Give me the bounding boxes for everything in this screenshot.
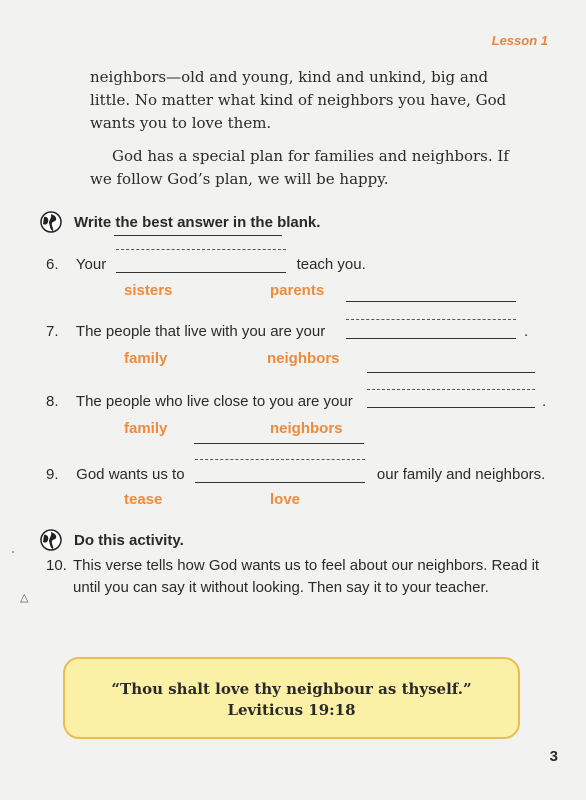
option-parents: parents (270, 282, 325, 299)
question-number: 6. (46, 256, 59, 273)
answer-blank[interactable] (116, 258, 286, 273)
option-love: love (270, 491, 301, 508)
option-family: family (124, 420, 168, 437)
answer-blank-7[interactable] (346, 338, 516, 339)
question-text-before: Your (75, 256, 107, 273)
stray-blank-line (194, 443, 364, 444)
option-tease: tease (124, 491, 163, 508)
option-sisters: sisters (124, 282, 173, 299)
question-text-after: our family and neighbors. (376, 466, 546, 483)
stray-blank-line (346, 301, 516, 302)
question-number: 7. (46, 323, 59, 340)
intro-paragraph-1-text: neighbors—old and young, kind and unkind, big and little. No matter what kind of neighbors you have, God wants you to love them. (90, 68, 507, 132)
section-heading-text: Write the best answer in the blank. (74, 213, 321, 231)
lesson-label: Lesson 1 (491, 33, 548, 48)
verse-reference: Leviticus 19:18 (227, 701, 356, 719)
answer-blank-dash-7 (346, 319, 516, 320)
activity-number: 10. (46, 557, 67, 574)
activity-instructions: This verse tells how God wants us to feel about our neighbors. Read it until you can say it without looking. Then say it to your teacher. (73, 557, 540, 596)
triangle-icon: △ (20, 592, 29, 604)
option-neighbors: neighbors (270, 420, 343, 437)
answer-blank[interactable] (195, 468, 365, 483)
activity-item-10 (46, 555, 553, 599)
verse-text: “Thou shalt love thy neighbour as thyself.” (111, 680, 472, 698)
stray-blank-line (367, 372, 535, 373)
question-text-before: The people who live close to you are your (75, 393, 353, 410)
section-heading-activity (40, 529, 184, 551)
question-8 (46, 393, 353, 410)
globe-icon (40, 211, 62, 233)
question-7 (46, 323, 325, 340)
question-7-period: . (524, 323, 529, 340)
intro-paragraph-1 (90, 66, 520, 135)
intro-paragraph-2-text: God has a special plan for families and neighbors. If we follow God’s plan, we will be happy. (90, 147, 509, 188)
section-heading-text: Do this activity. (74, 531, 184, 549)
question-number: 8. (46, 393, 59, 410)
question-6 (46, 256, 366, 273)
question-8-period: . (542, 393, 547, 410)
answer-blank-8[interactable] (367, 407, 535, 408)
verse-box (63, 657, 520, 739)
option-neighbors: neighbors (267, 350, 340, 367)
question-text-before: The people that live with you are your (75, 323, 326, 340)
globe-icon (40, 529, 62, 551)
question-number: 9. (46, 466, 59, 483)
answer-blank-dash-8 (367, 389, 535, 390)
intro-paragraph-2 (90, 145, 520, 191)
heading-underline (114, 235, 282, 236)
speck (12, 551, 14, 553)
question-text-before: God wants us to (76, 466, 185, 483)
section-heading-fill-blank (40, 211, 320, 233)
question-9 (46, 466, 545, 483)
page-number: 3 (549, 748, 558, 765)
question-text-after: teach you. (296, 256, 366, 273)
option-family: family (124, 350, 168, 367)
